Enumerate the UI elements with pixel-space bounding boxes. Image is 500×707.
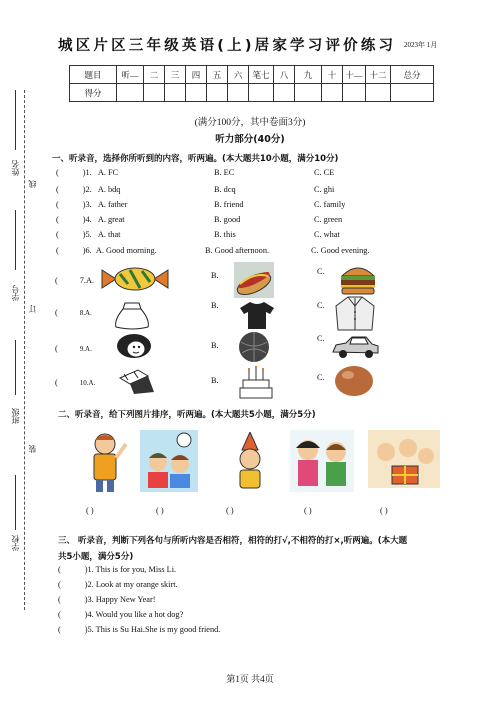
candy-image	[100, 266, 170, 292]
answer-paren[interactable]: (	[58, 625, 61, 634]
id-label: 学号	[11, 285, 20, 301]
answer-paren[interactable]: (	[56, 215, 59, 224]
option-a: A. bdq	[97, 185, 121, 194]
option-b: B. EC	[214, 168, 235, 177]
section3-title-line2: 共5小题，满分5分)	[58, 552, 134, 562]
table-cell: 总分	[391, 66, 434, 84]
hot-dog-image	[234, 262, 274, 298]
question-7: ( 7.A.	[55, 276, 95, 285]
option-c: C. family	[314, 200, 346, 209]
table-cell: 二	[144, 66, 165, 84]
table-cell: 八	[274, 66, 295, 84]
judge-item-1: ( )1. This is for you, Miss Li.	[58, 565, 177, 574]
score-cell[interactable]	[295, 84, 322, 102]
option-c: C. Good evening.	[311, 246, 370, 255]
score-cell[interactable]	[274, 84, 295, 102]
name-label: 姓名	[11, 160, 20, 176]
school-label: 学校	[11, 535, 20, 551]
question-5: ( )5. A. that	[56, 230, 121, 239]
score-table	[69, 65, 434, 102]
option-b: B. friend	[214, 200, 244, 209]
score-cell[interactable]	[322, 84, 343, 102]
option-a: A. Good morning.	[95, 246, 157, 255]
skirt-image	[112, 300, 152, 330]
egg-image	[333, 364, 375, 398]
zhuang-label: 装	[28, 445, 37, 453]
listening-title: 听力部分(40分)	[215, 134, 285, 145]
question-10: ( 10.A.	[55, 378, 96, 387]
hat-image	[114, 366, 164, 396]
table-cell: 题目	[70, 66, 117, 84]
judge-item-5: ( )5. This is Su Hai.She is my good friend.	[58, 625, 221, 634]
score-table-header-row	[70, 66, 434, 84]
question-3: ( )3. A. father	[56, 200, 128, 209]
birthday-cake-image	[237, 364, 275, 400]
judge-item-2: ( )2. Look at my orange skirt.	[58, 580, 178, 589]
t-shirt-image	[239, 300, 275, 330]
option-b: B. good	[214, 215, 241, 224]
score-table-score-row	[70, 84, 434, 102]
table-cell: 十—	[343, 66, 366, 84]
score-cell[interactable]	[249, 84, 274, 102]
table-cell: 三	[165, 66, 186, 84]
table-cell: 六	[228, 66, 249, 84]
answer-paren[interactable]: (	[55, 308, 58, 317]
class-blank[interactable]	[15, 340, 17, 395]
answer-paren[interactable]: (	[55, 344, 58, 353]
exam-title: 城区片区三年级英语(上)居家学习评价练习	[58, 38, 397, 54]
girl-face-image	[114, 332, 156, 362]
option-c: C.	[317, 334, 325, 343]
score-cell[interactable]	[366, 84, 391, 102]
section1-title: 一、听录音，选择你所听到的内容，听两遍。(本大题共10小题，满分10分)	[52, 154, 339, 164]
option-a: A. great	[97, 215, 125, 224]
score-cell[interactable]	[228, 84, 249, 102]
two-children-talking-image	[290, 430, 354, 492]
exam-date: 2023年 1月	[404, 41, 438, 49]
option-b: B. dcq	[214, 185, 236, 194]
order-blank-4[interactable]: ( )	[304, 506, 312, 515]
score-cell[interactable]	[207, 84, 228, 102]
option-c: C. green	[314, 215, 343, 224]
question-6: ( )6. A. Good morning.	[56, 246, 157, 255]
table-cell: 十二	[366, 66, 391, 84]
option-b: B.	[211, 271, 219, 280]
table-cell: 五	[207, 66, 228, 84]
section2-title: 二、听录音，给下列图片排序，听两遍。(本大题共5小题，满分5分)	[58, 410, 316, 420]
option-b: B.	[211, 341, 219, 350]
table-cell: 四	[186, 66, 207, 84]
option-c: C.	[317, 267, 325, 276]
score-cell[interactable]	[144, 84, 165, 102]
score-cell[interactable]	[165, 84, 186, 102]
answer-paren[interactable]: (	[58, 580, 61, 589]
question-8: ( 8.A.	[55, 308, 92, 317]
answer-paren[interactable]: (	[55, 378, 58, 387]
option-c: C.	[317, 301, 325, 310]
binding-dashed-line	[24, 90, 25, 610]
table-cell: 听—	[117, 66, 144, 84]
school-blank[interactable]	[15, 475, 17, 530]
option-c: C. CE	[314, 168, 335, 177]
answer-paren[interactable]: (	[56, 168, 59, 177]
order-blank-3[interactable]: ( )	[226, 506, 234, 515]
answer-paren[interactable]: (	[56, 230, 59, 239]
ding-label: 订	[28, 305, 37, 313]
line-label: 线	[28, 180, 37, 188]
jacket-image	[334, 294, 376, 332]
party-hat-child-image	[230, 432, 270, 490]
answer-paren[interactable]: (	[58, 610, 61, 619]
family-gift-image	[368, 430, 440, 488]
table-cell: 笔七	[249, 66, 274, 84]
answer-paren[interactable]: (	[55, 276, 58, 285]
classroom-children-image	[140, 430, 198, 492]
question-9: ( 9.A.	[55, 344, 92, 353]
hamburger-image	[338, 262, 378, 296]
answer-paren[interactable]: (	[56, 185, 59, 194]
option-b: B. Good afternoon.	[205, 246, 270, 255]
section3-title-line1: 三、 听录音，判断下列各句与所听内容是否相符，相符的打√,不相符的打×,听两遍。(本大题	[58, 536, 408, 546]
judge-item-4: ( )4. Would you like a hot dog?	[58, 610, 184, 619]
id-blank[interactable]	[15, 210, 17, 270]
car-image	[330, 334, 380, 360]
question-2: ( )2. A. bdq	[56, 185, 121, 194]
full-score-note: (满分100分，其中卷面3分)	[194, 118, 306, 128]
option-c: C. ghi	[314, 185, 335, 194]
option-b: B. this	[214, 230, 236, 239]
table-cell: 十	[322, 66, 343, 84]
order-blank-5[interactable]: ( )	[380, 506, 388, 515]
option-b: B.	[211, 376, 219, 385]
answer-paren[interactable]: (	[58, 595, 61, 604]
page-number: 第1页 共4页	[226, 674, 274, 684]
order-blank-2[interactable]: ( )	[156, 506, 164, 515]
class-label: 班级	[11, 408, 20, 424]
table-cell: 九	[295, 66, 322, 84]
question-4: ( )4. A. great	[56, 215, 125, 224]
score-cell[interactable]	[343, 84, 366, 102]
answer-paren[interactable]: (	[56, 200, 59, 209]
score-cell[interactable]	[117, 84, 144, 102]
option-a: A. father	[97, 200, 128, 209]
table-cell: 得分	[70, 84, 117, 102]
ball-image	[237, 330, 271, 364]
option-a: A. that	[97, 230, 121, 239]
option-c: C.	[317, 373, 325, 382]
binding-sidebar	[6, 90, 36, 610]
judge-item-3: ( )3. Happy New Year!	[58, 595, 156, 604]
answer-paren[interactable]: (	[56, 246, 59, 255]
score-cell[interactable]	[391, 84, 434, 102]
boy-waving-image	[80, 430, 130, 494]
question-1: ( )1. A. FC	[56, 168, 119, 177]
option-a: A. FC	[97, 168, 119, 177]
order-blank-1[interactable]: ( )	[86, 506, 94, 515]
answer-paren[interactable]: (	[58, 565, 61, 574]
option-c: C. what	[314, 230, 340, 239]
score-cell[interactable]	[186, 84, 207, 102]
option-b: B.	[211, 301, 219, 310]
